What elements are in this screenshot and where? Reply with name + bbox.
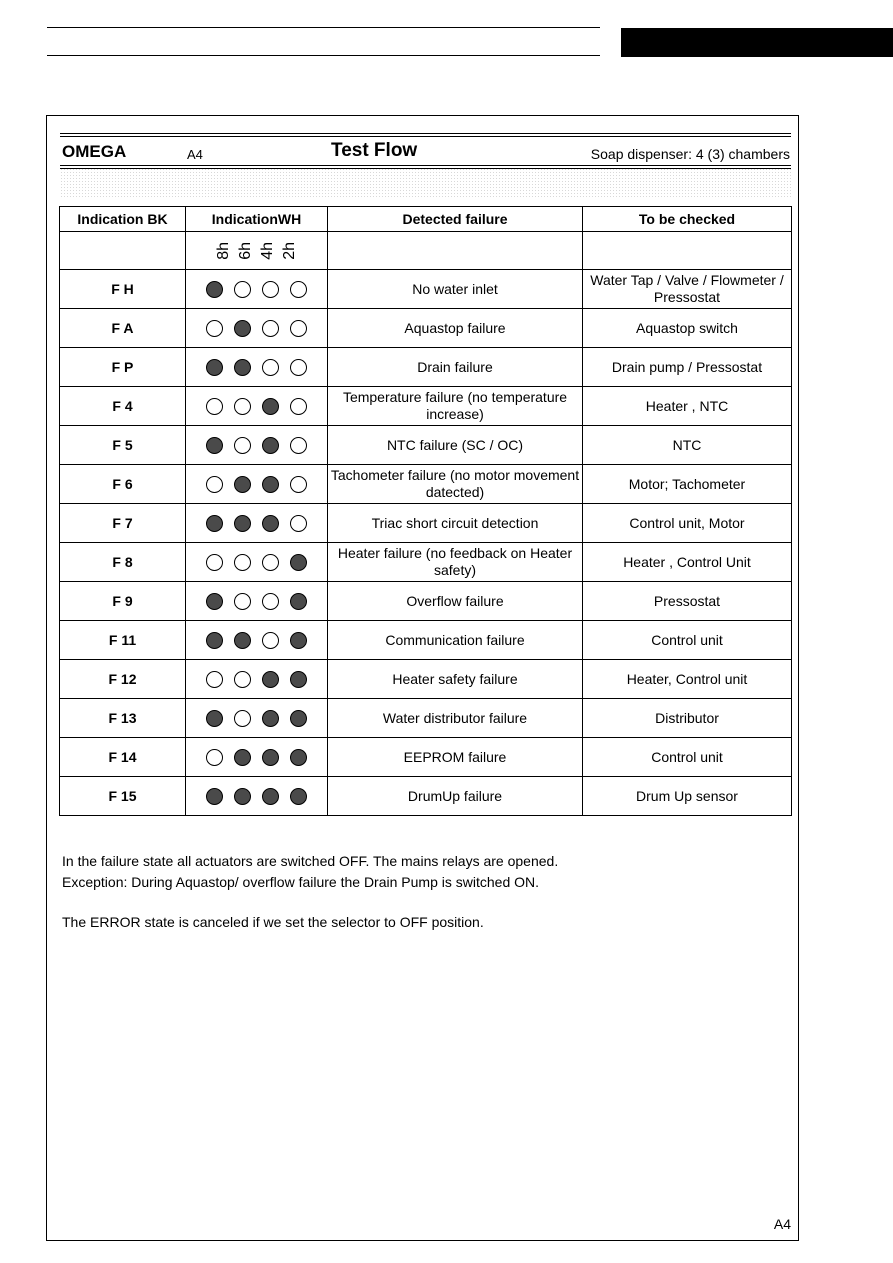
table-row [60,348,792,387]
timer-label-row [60,232,792,270]
error-code: F P [60,348,186,387]
error-code: F 15 [60,777,186,816]
led-off-icon-2h [290,398,307,415]
note-line-1: In the failure state all actuators are switched OFF. The mains relays are opened. [62,853,559,869]
led-pattern [186,309,328,348]
led-off-icon-2h [290,359,307,376]
error-code: F 4 [60,387,186,426]
led-on-icon-6h [234,749,251,766]
table-row [60,621,792,660]
detected-failure: Water distributor failure [328,699,583,738]
dotted-shade-band [60,168,791,198]
soap-dispenser-info: Soap dispenser: 4 (3) chambers [590,146,790,162]
led-pattern [186,699,328,738]
col-header-to-be-checked: To be checked [583,207,792,232]
note-line-2: Exception: During Aquastop/ overflow failure the Drain Pump is switched ON. [62,874,540,890]
led-on-icon-2h [290,749,307,766]
header-double-rule-top [60,133,791,137]
top-rule-2 [47,55,600,56]
detected-failure: NTC failure (SC / OC) [328,426,583,465]
error-code: F 13 [60,699,186,738]
detected-failure: Triac short circuit detection [328,504,583,543]
led-on-icon-2h [290,554,307,571]
top-rule-1 [47,27,600,28]
error-code: F 6 [60,465,186,504]
led-on-icon-6h [234,515,251,532]
empty-cell [583,232,792,270]
led-on-icon-8h [206,359,223,376]
led-pattern [186,348,328,387]
detected-failure: No water inlet [328,270,583,309]
led-pattern [186,426,328,465]
timer-label-8h: 8h [214,241,232,260]
table-row [60,660,792,699]
led-pattern [186,777,328,816]
table-row [60,582,792,621]
led-off-icon-2h [290,320,307,337]
led-on-icon-8h [206,437,223,454]
led-off-icon-6h [234,281,251,298]
to-be-checked: Water Tap / Valve / Flowmeter / Pressostat [583,270,792,309]
led-on-icon-2h [290,671,307,688]
led-on-icon-2h [290,632,307,649]
led-off-icon-8h [206,398,223,415]
to-be-checked: Control unit, Motor [583,504,792,543]
detected-failure: Tachometer failure (no motor movement datected) [328,465,583,504]
led-pattern [186,504,328,543]
led-pattern [186,543,328,582]
failure-table [59,206,792,816]
led-on-icon-8h [206,788,223,805]
led-off-icon-6h [234,554,251,571]
table-row [60,699,792,738]
to-be-checked: Control unit [583,621,792,660]
led-on-icon-8h [206,593,223,610]
table-row [60,738,792,777]
page-title: Test Flow [331,140,418,161]
led-off-icon-8h [206,476,223,493]
col-header-indication-bk: Indication BK [60,207,186,232]
led-on-icon-4h [262,437,279,454]
note-line-3: The ERROR state is canceled if we set the selector to OFF position. [62,914,484,930]
to-be-checked: Distributor [583,699,792,738]
table-row [60,309,792,348]
error-code: F 11 [60,621,186,660]
to-be-checked: Drum Up sensor [583,777,792,816]
col-header-detected-failure: Detected failure [328,207,583,232]
header-black-bar [621,28,893,57]
led-off-icon-2h [290,437,307,454]
table-row [60,387,792,426]
led-off-icon-6h [234,593,251,610]
to-be-checked: Heater , NTC [583,387,792,426]
led-pattern [186,660,328,699]
detected-failure: Overflow failure [328,582,583,621]
detected-failure: Aquastop failure [328,309,583,348]
led-off-icon-4h [262,593,279,610]
error-code: F A [60,309,186,348]
brand-name: OMEGA [62,142,127,161]
led-on-icon-4h [262,476,279,493]
error-code: F 5 [60,426,186,465]
detected-failure: DrumUp failure [328,777,583,816]
led-on-icon-6h [234,632,251,649]
detected-failure: Heater safety failure [328,660,583,699]
led-off-icon-4h [262,320,279,337]
led-off-icon-6h [234,398,251,415]
to-be-checked: Pressostat [583,582,792,621]
led-on-icon-2h [290,710,307,727]
error-code: F 8 [60,543,186,582]
table-row [60,426,792,465]
led-off-icon-8h [206,320,223,337]
detected-failure: EEPROM failure [328,738,583,777]
empty-cell [60,232,186,270]
led-pattern [186,270,328,309]
led-off-icon-8h [206,749,223,766]
to-be-checked: Heater , Control Unit [583,543,792,582]
led-on-icon-2h [290,788,307,805]
detected-failure: Communication failure [328,621,583,660]
detected-failure: Heater failure (no feedback on Heater safety) [328,543,583,582]
sheet-header [62,140,790,164]
led-off-icon-4h [262,554,279,571]
error-code: F 9 [60,582,186,621]
timer-label-2h: 2h [280,241,298,260]
led-on-icon-8h [206,515,223,532]
led-pattern [186,738,328,777]
table-row [60,270,792,309]
empty-cell [328,232,583,270]
table-row [60,543,792,582]
led-on-icon-4h [262,710,279,727]
table-row [60,504,792,543]
to-be-checked: Control unit [583,738,792,777]
led-off-icon-6h [234,437,251,454]
detected-failure: Drain failure [328,348,583,387]
led-on-icon-8h [206,281,223,298]
timer-labels [186,232,328,270]
led-pattern [186,582,328,621]
led-off-icon-6h [234,671,251,688]
led-pattern [186,465,328,504]
led-off-icon-4h [262,281,279,298]
page-number: A4 [773,1216,791,1232]
to-be-checked: NTC [583,426,792,465]
led-on-icon-4h [262,671,279,688]
led-on-icon-6h [234,320,251,337]
led-on-icon-8h [206,632,223,649]
to-be-checked: Motor; Tachometer [583,465,792,504]
led-on-icon-4h [262,398,279,415]
table-row [60,777,792,816]
to-be-checked: Heater, Control unit [583,660,792,699]
table-row [60,465,792,504]
error-code: F 14 [60,738,186,777]
led-off-icon-8h [206,671,223,688]
led-on-icon-6h [234,476,251,493]
led-pattern [186,621,328,660]
led-pattern [186,387,328,426]
col-header-indication-wh: IndicationWH [186,207,328,232]
led-on-icon-2h [290,593,307,610]
led-off-icon-4h [262,359,279,376]
led-on-icon-4h [262,788,279,805]
led-off-icon-2h [290,476,307,493]
sheet-code: A4 [187,147,203,162]
led-on-icon-8h [206,710,223,727]
led-on-icon-6h [234,788,251,805]
led-off-icon-6h [234,710,251,727]
led-off-icon-2h [290,515,307,532]
led-off-icon-8h [206,554,223,571]
led-on-icon-4h [262,515,279,532]
error-code: F H [60,270,186,309]
led-off-icon-4h [262,632,279,649]
error-code: F 12 [60,660,186,699]
to-be-checked: Aquastop switch [583,309,792,348]
timer-label-4h: 4h [258,241,276,260]
led-off-icon-2h [290,281,307,298]
timer-label-6h: 6h [236,241,254,260]
led-on-icon-6h [234,359,251,376]
detected-failure: Temperature failure (no temperature increase) [328,387,583,426]
error-code: F 7 [60,504,186,543]
to-be-checked: Drain pump / Pressostat [583,348,792,387]
led-on-icon-4h [262,749,279,766]
